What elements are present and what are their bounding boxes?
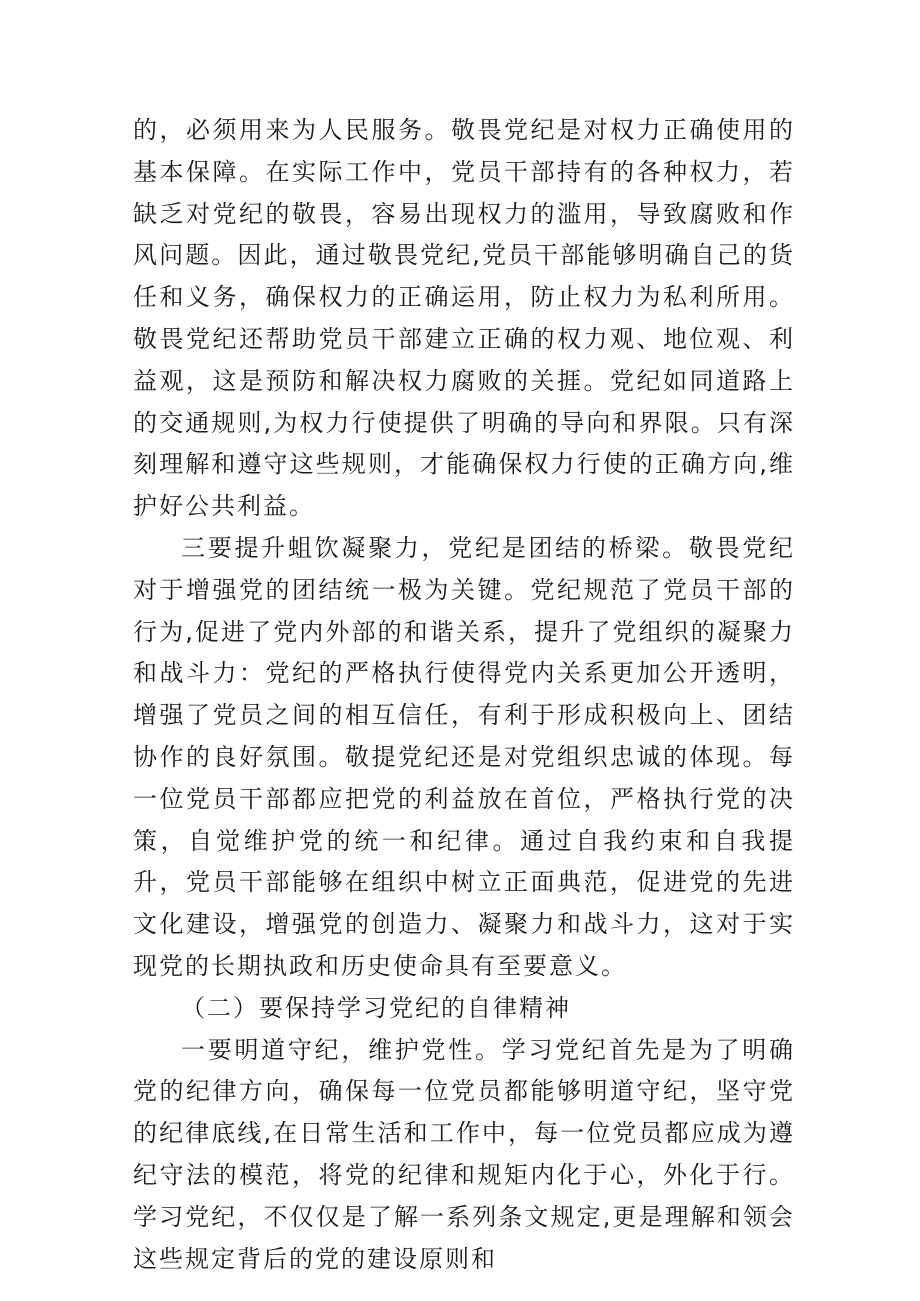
paragraph-one-discipline: 一要明道守纪，维护党性。学习党纪首先是为了明确党的纪律方向，确保每一位党员都能够明道守纪，坚守党的纪律底线,在日常生活和工作中，每一位党员都应成为遵纪守法的模范，将党的纪律和规矩内化于心，外化于行。学习党纪，不仅仅是了解一系列条文规定,更是理解和领会这些规定背后的党的建设原则和 <box>133 1035 795 1273</box>
document-body <box>133 110 795 1280</box>
paragraph-three-cohesion: 三要提升蛆饮凝聚力，党纪是团结的桥梁。敬畏党纪对于增强党的团结统一极为关键。党纪规范了党员干部的行为,促进了党内外部的和谐关系，提升了党组织的凝聚力和战斗力：党纪的严格执行使得党内关系更加公开透明，增强了党员之间的相互信任，有利于形成积极向上、团结协作的良好氛围。敬提党纪还是对党组织忠诚的体现。每一位党员干部都应把党的利益放在首位，严格执行党的决策，自觉维护党的统一和纪律。通过自我约束和自我提升，党员干部能够在组织中树立正面典范，促进党的先进文化建设，增强党的创造力、凝聚力和战斗力，这对于实现党的长期执政和历史使命具有至要意义。 <box>133 533 795 980</box>
paragraph-continuation: 的，必须用来为人民服务。敬畏党纪是对权力正确使用的基本保障。在实际工作中，党员干部持有的各种权力，若缺乏对党纪的敬畏，容易出现权力的滥用，导致腐败和作风问题。因此，通过敬畏党纪,党员干部能够明确自己的货任和义务，确保权力的正确运用，防止权力为私利所用。敬畏党纪还帮助党员干部建立正确的权力观、地位观、利益观，这是预防和解决权力腐败的关捱。党纪如同道路上的交通规则,为权力行使提供了明确的导向和界限。只有深刻理解和遵守这些规则，才能确保权力行使的正确方向,维护好公共利益。 <box>133 116 795 521</box>
section-heading: （二）要保持学习党纪的自律精神 <box>181 993 571 1022</box>
